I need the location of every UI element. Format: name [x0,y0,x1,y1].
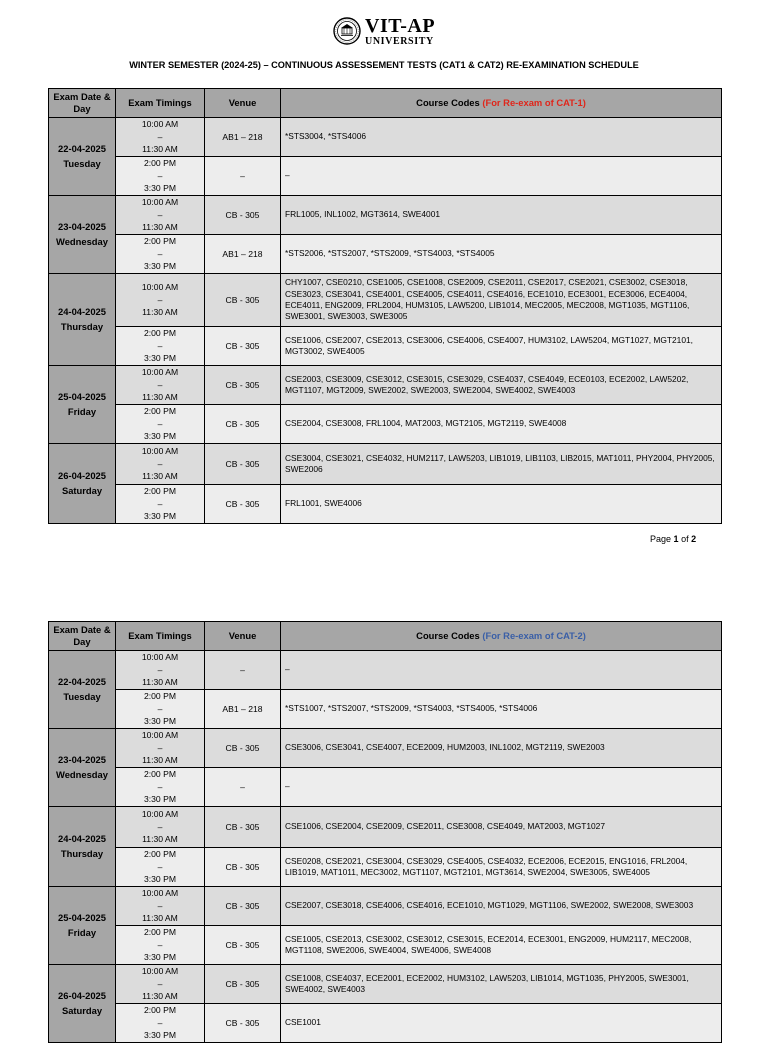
page-number [650,534,696,544]
start-time: 2:00 PM [143,328,176,339]
time-dash: – [157,742,163,753]
time-dash: – [157,170,163,181]
exam-timing-cell [116,405,205,444]
exam-day: Tuesday [63,690,101,702]
exam-date: 26-04-2025 [58,990,106,1002]
venue-cell: CB - 305 [205,887,281,926]
time-dash: – [157,131,163,142]
exam-date-cell [49,729,116,807]
course-codes-cell: *STS3004, *STS4006 [281,118,722,157]
table-row [49,848,722,887]
page-of: of [681,534,689,544]
course-codes-cell: CSE2004, CSE3008, FRL1004, MAT2003, MGT2105, MGT2119, SWE4008 [281,405,722,444]
time-dash: – [157,978,163,989]
exam-date-cell [49,887,116,965]
logo-text [365,16,435,47]
end-time: 3:30 PM [143,261,176,272]
col-header-venue: Venue [205,622,281,651]
start-time: 10:00 AM [141,282,179,293]
exam-day: Saturday [61,1004,103,1016]
end-time: 11:30 AM [142,677,178,688]
venue-cell: CB - 305 [205,729,281,768]
exam-timing-cell [116,1004,205,1043]
venue-cell: CB - 305 [205,485,281,524]
end-time: 3:30 PM [143,794,176,805]
exam-date: 25-04-2025 [58,391,106,403]
venue-cell: – [205,651,281,690]
exam-timing-cell [116,887,205,926]
table-row [49,157,722,196]
exam-day: Friday [67,405,97,417]
exam-timing-cell [116,926,205,965]
codes-label: Course Codes [416,630,480,642]
time-dash: – [157,418,163,429]
exam-date-cell [49,274,116,366]
venue-cell: – [205,768,281,807]
table-row [49,274,722,327]
page-total: 2 [691,534,697,544]
col-header-timings: Exam Timings [116,622,205,651]
exam-day: Friday [67,926,97,938]
table-row [49,1004,722,1043]
exam-date: 26-04-2025 [58,470,106,482]
cat1-note: (For Re-exam of CAT-1) [482,97,586,109]
venue-cell: CB - 305 [205,327,281,366]
table-row [49,807,722,848]
time-dash: – [157,939,163,950]
table-row [49,887,722,926]
venue-cell: CB - 305 [205,196,281,235]
exam-date-cell [49,118,116,196]
exam-date-cell [49,444,116,524]
exam-timing-cell [116,274,205,327]
table-row [49,690,722,729]
exam-timing-cell [116,807,205,848]
col-header-timings: Exam Timings [116,89,205,118]
course-codes-cell: CSE1001 [281,1004,722,1043]
table-row [49,366,722,405]
schedule-table-cat2 [48,621,722,1043]
venue-cell: CB - 305 [205,444,281,485]
document-title: WINTER SEMESTER (2024-25) – CONTINUOUS ASSESSEMENT TESTS (CAT1 & CAT2) RE-EXAMINATION SCHEDULE [129,60,639,70]
exam-date: 22-04-2025 [58,143,106,155]
course-codes-cell: CSE1008, CSE4037, ECE2001, ECE2002, HUM3102, LAW5203, LIB1014, MGT1035, PHY2005, SWE3001, SWE4002, SWE4003 [281,965,722,1004]
start-time: 2:00 PM [143,927,176,938]
exam-date-cell [49,807,116,887]
table-row [49,768,722,807]
exam-timing-cell [116,366,205,405]
exam-day: Thursday [60,320,104,332]
course-codes-cell: CSE1006, CSE2004, CSE2009, CSE2011, CSE3008, CSE4049, MAT2003, MGT1027 [281,807,722,848]
start-time: 2:00 PM [143,158,176,169]
table-row [49,485,722,524]
exam-timing-cell [116,235,205,274]
time-dash: – [157,209,163,220]
exam-timing-cell [116,729,205,768]
exam-day: Tuesday [63,157,101,169]
exam-timing-cell [116,965,205,1004]
start-time: 10:00 AM [141,809,179,820]
university-logo [333,14,443,48]
exam-timing-cell [116,118,205,157]
exam-day: Thursday [60,847,104,859]
page-current: 1 [673,534,679,544]
col-header-date: Exam Date & Day [49,89,116,118]
exam-timing-cell [116,444,205,485]
time-dash: – [157,294,163,305]
table-header-row [49,89,722,118]
exam-date-cell [49,366,116,444]
exam-date: 25-04-2025 [58,912,106,924]
table-header-row [49,622,722,651]
table-row [49,444,722,485]
venue-cell: – [205,157,281,196]
start-time: 2:00 PM [143,1005,176,1016]
start-time: 10:00 AM [141,119,179,130]
page-word: Page [650,534,672,544]
start-time: 10:00 AM [141,652,179,663]
course-codes-cell: – [281,651,722,690]
course-codes-cell: *STS2006, *STS2007, *STS2009, *STS4003, *STS4005 [281,235,722,274]
course-codes-cell: CSE0208, CSE2021, CSE3004, CSE3029, CSE4005, CSE4032, ECE2006, ECE2015, ENG1016, FRL2004, LIB1019, MAT1011, MEC3002, MGT1107, MGT2101, MGT3614, SWE2004, SWE3005, SWE4005 [281,848,722,887]
end-time: 3:30 PM [143,431,176,442]
end-time: 3:30 PM [143,183,176,194]
table-row [49,926,722,965]
exam-timing-cell [116,651,205,690]
time-dash: – [157,340,163,351]
course-codes-cell: *STS1007, *STS2007, *STS2009, *STS4003, *STS4005, *STS4006 [281,690,722,729]
table-row [49,196,722,235]
exam-date: 24-04-2025 [58,306,106,318]
start-time: 10:00 AM [141,730,179,741]
course-codes-cell: CSE2003, CSE3009, CSE3012, CSE3015, CSE3029, CSE4037, CSE4049, ECE0103, ECE2002, LAW5202, MGT1107, MGT2009, SWE2002, SWE2003, SWE2004, SWE4002, SWE4003 [281,366,722,405]
course-codes-cell: FRL1001, SWE4006 [281,485,722,524]
venue-cell: CB - 305 [205,926,281,965]
venue-cell: CB - 305 [205,848,281,887]
end-time: 3:30 PM [143,353,176,364]
start-time: 2:00 PM [143,691,176,702]
start-time: 2:00 PM [143,849,176,860]
university-seal-icon [333,17,361,45]
start-time: 2:00 PM [143,769,176,780]
time-dash: – [157,498,163,509]
col-header-venue: Venue [205,89,281,118]
end-time: 11:30 AM [142,307,178,318]
exam-timing-cell [116,485,205,524]
exam-date: 23-04-2025 [58,221,106,233]
exam-date: 24-04-2025 [58,833,106,845]
time-dash: – [157,458,163,469]
col-header-date: Exam Date & Day [49,622,116,651]
venue-cell: AB1 – 218 [205,235,281,274]
logo-word-university: UNIVERSITY [365,35,434,47]
time-dash: – [157,900,163,911]
codes-label: Course Codes [416,97,480,109]
exam-day: Wednesday [56,768,108,780]
course-codes-cell: CHY1007, CSE0210, CSE1005, CSE1008, CSE2009, CSE2011, CSE2017, CSE2021, CSE3002, CSE3018, CSE3023, CSE3041, CSE4001, CSE4005, CSE4011, CSE4016, ECE1010, ECE3001, ECE3006, ECE4004, ECE4011, ENG2009, FRL2004, HUM3105, LAW5200, LIB1014, MEC2005, MEC2008, MGT1035, MGT1106, SWE3001, SWE3003, SWE3005 [281,274,722,327]
start-time: 10:00 AM [141,197,179,208]
table-row [49,327,722,366]
exam-timing-cell [116,848,205,887]
exam-date-cell [49,651,116,729]
col-header-codes [281,622,722,651]
exam-timing-cell [116,196,205,235]
end-time: 11:30 AM [142,222,178,233]
table-row [49,965,722,1004]
exam-date: 23-04-2025 [58,754,106,766]
venue-cell: CB - 305 [205,405,281,444]
end-time: 11:30 AM [142,471,178,482]
exam-timing-cell [116,768,205,807]
start-time: 2:00 PM [143,406,176,417]
time-dash: – [157,1017,163,1028]
table-row [49,405,722,444]
venue-cell: CB - 305 [205,366,281,405]
course-codes-cell: – [281,157,722,196]
start-time: 2:00 PM [143,486,176,497]
end-time: 3:30 PM [143,716,176,727]
table-row [49,118,722,157]
exam-date-cell [49,196,116,274]
exam-day: Wednesday [56,235,108,247]
start-time: 10:00 AM [141,446,179,457]
table-row [49,651,722,690]
schedule-table-cat1 [48,88,722,524]
course-codes-cell: CSE3004, CSE3021, CSE4032, HUM2117, LAW5203, LIB1019, LIB1103, LIB2015, MAT1011, PHY2004, PHY2005, SWE2006 [281,444,722,485]
start-time: 10:00 AM [141,367,179,378]
time-dash: – [157,821,163,832]
end-time: 3:30 PM [143,874,176,885]
end-time: 11:30 AM [142,991,178,1002]
start-time: 10:00 AM [141,966,179,977]
time-dash: – [157,664,163,675]
start-time: 10:00 AM [141,888,179,899]
col-header-codes [281,89,722,118]
table-row [49,235,722,274]
venue-cell: CB - 305 [205,274,281,327]
venue-cell: CB - 305 [205,1004,281,1043]
logo-word-vitap: VIT-AP [365,14,436,37]
exam-timing-cell [116,327,205,366]
time-dash: – [157,379,163,390]
venue-cell: AB1 – 218 [205,690,281,729]
end-time: 3:30 PM [143,511,176,522]
course-codes-cell: – [281,768,722,807]
end-time: 11:30 AM [142,144,178,155]
time-dash: – [157,248,163,259]
time-dash: – [157,703,163,714]
end-time: 11:30 AM [142,913,178,924]
venue-cell: CB - 305 [205,807,281,848]
end-time: 3:30 PM [143,952,176,963]
time-dash: – [157,861,163,872]
time-dash: – [157,781,163,792]
end-time: 11:30 AM [142,755,178,766]
start-time: 2:00 PM [143,236,176,247]
exam-timing-cell [116,690,205,729]
course-codes-cell: CSE2007, CSE3018, CSE4006, CSE4016, ECE1010, MGT1029, MGT1106, SWE2002, SWE2008, SWE3003 [281,887,722,926]
cat2-note: (For Re-exam of CAT-2) [482,630,586,642]
exam-timing-cell [116,157,205,196]
course-codes-cell: CSE1005, CSE2013, CSE3002, CSE3012, CSE3015, ECE2014, ECE3001, ENG2009, HUM2117, MEC2008, MGT1108, SWE2006, SWE4004, SWE4006, SWE4008 [281,926,722,965]
venue-cell: CB - 305 [205,965,281,1004]
exam-day: Saturday [61,484,103,496]
table-row [49,729,722,768]
end-time: 11:30 AM [142,392,178,403]
exam-date: 22-04-2025 [58,676,106,688]
course-codes-cell: FRL1005, INL1002, MGT3614, SWE4001 [281,196,722,235]
venue-cell: AB1 – 218 [205,118,281,157]
exam-date-cell [49,965,116,1043]
end-time: 3:30 PM [143,1030,176,1041]
course-codes-cell: CSE1006, CSE2007, CSE2013, CSE3006, CSE4006, CSE4007, HUM3102, LAW5204, MGT1027, MGT2101, MGT3002, SWE4005 [281,327,722,366]
end-time: 11:30 AM [142,834,178,845]
course-codes-cell: CSE3006, CSE3041, CSE4007, ECE2009, HUM2003, INL1002, MGT2119, SWE2003 [281,729,722,768]
